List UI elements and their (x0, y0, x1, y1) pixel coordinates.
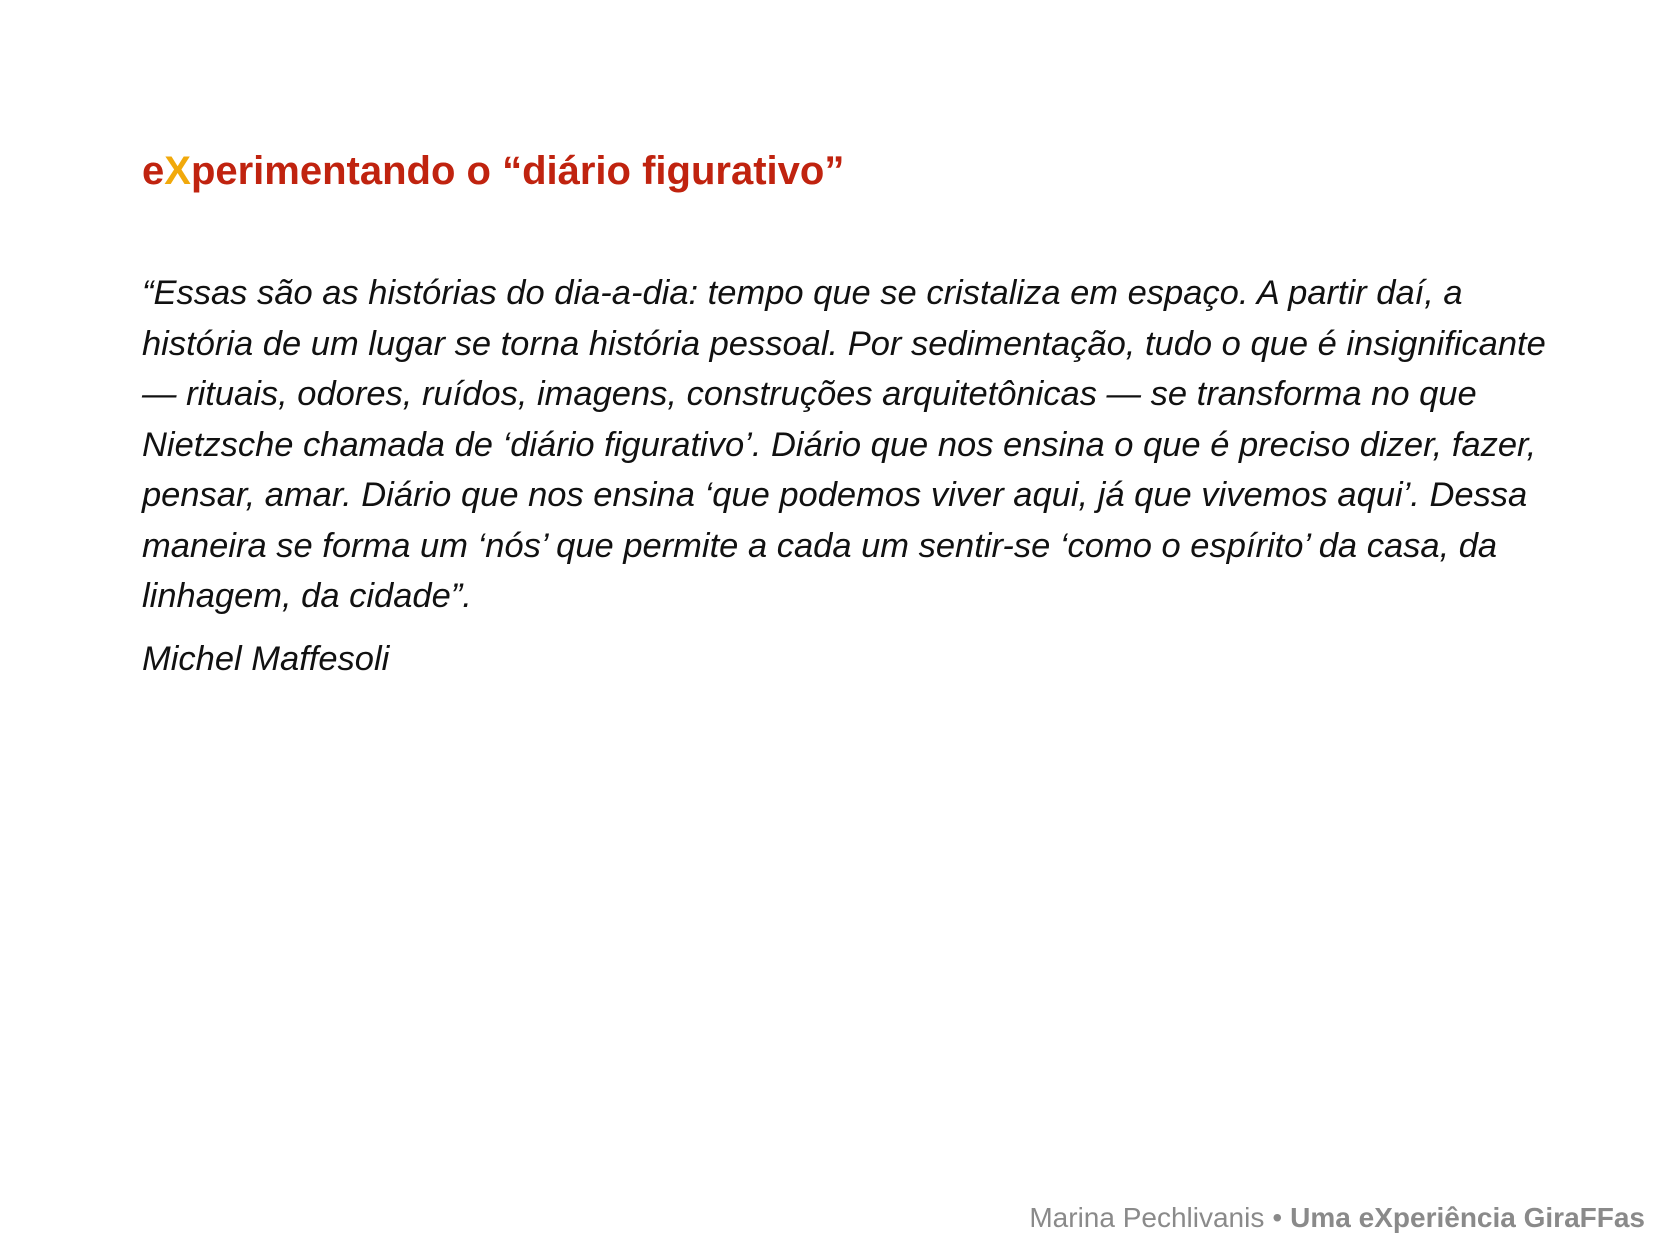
quote-author: Michel Maffesoli (142, 640, 390, 678)
footer-separator: • (1272, 1202, 1283, 1233)
title-prefix: e (142, 149, 165, 193)
footer (1029, 1200, 1645, 1236)
footer-brand: Uma eXperiência GiraFFas (1290, 1202, 1645, 1233)
quote-text: “Essas são as histórias do dia-a-dia: tempo que se cristaliza em espaço. A partir daí, a história de um lugar se torna história pessoal. Por sedimentação, tudo o que é insignificante — rituais, odores, ruídos, imagens, construções arquitetônicas — se transforma no que Nietzsche chamada de ‘diário figurativo’. Diário que nos ensina o que é preciso dizer, fazer, pensar, amar. Diário que nos ensina ‘que podemos viver aqui, já que vivemos aqui’. Dessa maneira se forma um ‘nós’ que permite a cada um sentir-se ‘como o espírito’ da casa, da linhagem, da cidade”. (142, 274, 1546, 615)
title-highlight-x: X (164, 149, 191, 193)
title-rest: perimentando o “diário figurativo” (190, 149, 845, 193)
footer-author: Marina Pechlivanis (1029, 1202, 1265, 1233)
slide-title (142, 146, 844, 196)
